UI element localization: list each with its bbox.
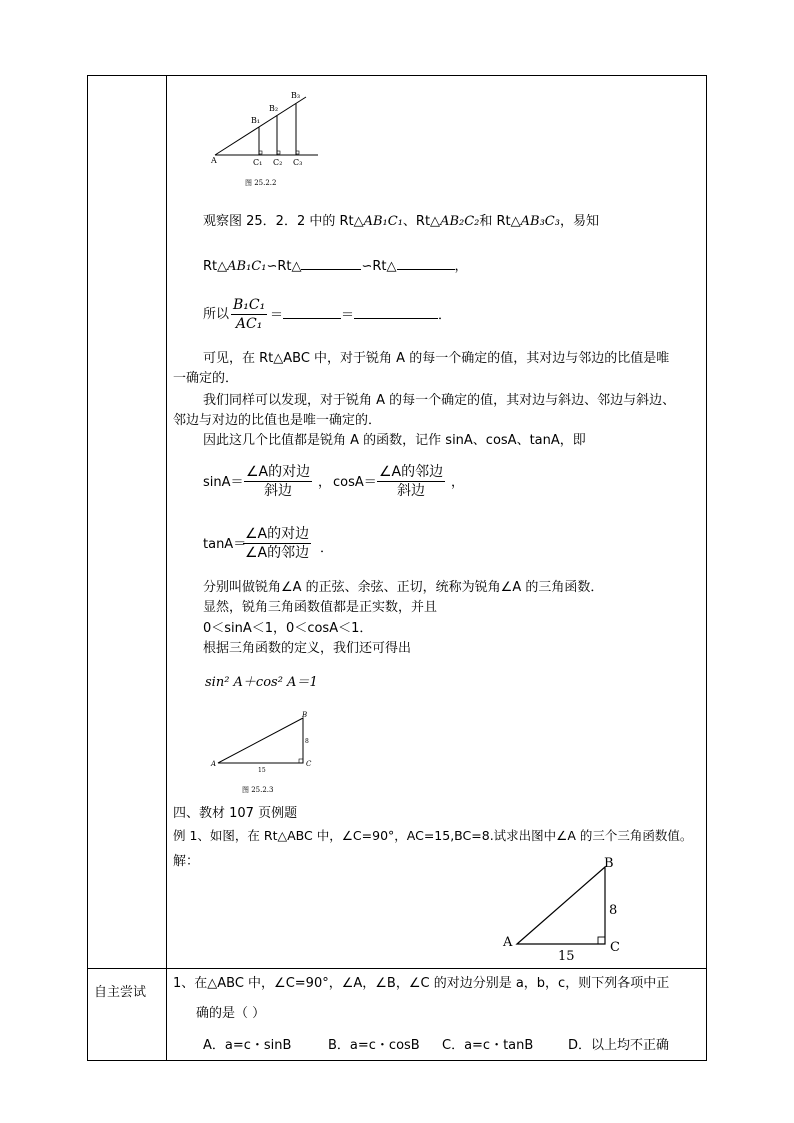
ratio-rest: ＝ ＝ ． [270, 308, 452, 323]
fig3-label-ac: 15 [558, 949, 575, 964]
fig1-label-a: A [211, 156, 217, 165]
fig1-label-b2: B₂ [269, 104, 279, 113]
option-a[interactable]: A．a=c・sinB [203, 1038, 292, 1053]
blank-1[interactable] [301, 257, 361, 270]
paragraph-1-line-1: 可见，在 Rt△ABC 中，对于锐角 A 的每一个确定的值，其对边与邻边的比值是唯 [203, 351, 670, 366]
fig1-label-c2: C₂ [273, 158, 283, 167]
sin-fraction: ∠A的对边 斜边 [246, 464, 311, 499]
column-divider [166, 76, 167, 1060]
paragraph-3: 因此这几个比值都是锐角 A 的函数，记作 sinA、cosA、tanA，即 [203, 433, 586, 448]
fig2-label-b: B [302, 711, 308, 719]
paragraph-6: 0＜sinA＜1，0＜cosA＜1． [203, 621, 373, 636]
fig2-right-angle [299, 759, 303, 763]
cos-sep: ， [451, 475, 465, 490]
fig3-label-bc: 8 [609, 903, 618, 918]
similarity-line: Rt△AB₁C₁∽Rt△ ∽Rt△ ， [203, 259, 468, 274]
fig3-label-c: C [610, 940, 620, 955]
solution-label: 解： [173, 854, 200, 869]
blank-3[interactable] [283, 306, 341, 319]
sin-sep: ， [318, 475, 332, 490]
fig1-caption: 图 25.2.2 [245, 179, 277, 187]
fig2-label-a: A [211, 760, 217, 768]
observe-line: 观察图 25．2．2 中的 Rt△AB₁C₁、Rt△AB₂C₂和 Rt△AB₃C₃，易知 [203, 214, 599, 229]
tan-fraction: ∠A的对边 ∠A的邻边 [245, 526, 310, 561]
fig2-label-bc: 8 [305, 738, 309, 745]
cos-fraction: ∠A的邻边 斜边 [379, 464, 444, 499]
paragraph-7: 根据三角函数的定义，我们还可得出 [203, 641, 412, 656]
fig1-label-c3: C₃ [293, 158, 303, 167]
fig3-label-b: B [604, 856, 614, 871]
fig1-label-b3: B₃ [291, 91, 301, 100]
fig2-caption: 图 25.2.3 [242, 786, 274, 794]
row-divider [88, 968, 706, 969]
row-label-self-try: 自主尝试 [94, 985, 147, 1000]
blank-4[interactable] [354, 306, 438, 319]
figure-25-2-2 [205, 85, 330, 190]
cos-lhs: cosA＝ [333, 475, 377, 490]
fig3-triangle [517, 867, 605, 944]
paragraph-1-line-2: 一确定的． [173, 371, 239, 386]
figure-25-2-3 [206, 708, 321, 798]
paragraph-5: 显然，锐角三角函数值都是正实数，并且 [203, 600, 438, 615]
fig3-label-a: A [503, 935, 513, 950]
example-1: 例 1、如图，在 Rt△ABC 中，∠C=90°，AC=15,BC=8.试求出图中∠A 的三个三角函数值。 [173, 828, 693, 843]
paragraph-2-line-1: 我们同样可以发现，对于锐角 A 的每一个确定的值，其对边与斜边、邻边与斜边、 [203, 393, 676, 408]
sin-lhs: sinA＝ [203, 475, 244, 490]
question-1-line-2: 确的是（ ） [196, 1006, 266, 1021]
example-triangle-figure [500, 852, 630, 967]
tan-end: ． [320, 541, 334, 556]
paragraph-2-line-2: 邻边与对边的比值也是唯一确定的． [173, 413, 382, 428]
fig2-triangle [218, 718, 303, 763]
ratio-fraction: $\frac{\text{B₁C₁}}{\text{AC₁}}$ [233, 297, 266, 332]
paragraph-4: 分别叫做锐角∠A 的正弦、余弦、正切，统称为锐角∠A 的三角函数． [203, 580, 604, 595]
option-b[interactable]: B．a=c・cosB [328, 1038, 420, 1053]
ratio-prefix: 所以 [203, 307, 230, 322]
option-d[interactable]: D．以上均不正确 [568, 1038, 670, 1053]
section-4-heading: 四、教材 107 页例题 [173, 806, 298, 821]
option-c[interactable]: C．a=c・tanB [442, 1038, 534, 1053]
fig1-label-b1: B₁ [251, 116, 261, 125]
blank-2[interactable] [397, 257, 455, 270]
fig2-label-ac: 15 [258, 767, 266, 774]
fig3-right-angle [598, 937, 605, 944]
question-1-line-1: 1、在△ABC 中，∠C=90°，∠A，∠B，∠C 的对边分别是 a，b，c，则下列各项中正 [173, 976, 670, 991]
tan-lhs: tanA＝ [203, 537, 247, 552]
fig1-label-c1: C₁ [253, 158, 263, 167]
fig1-hypotenuse [215, 97, 306, 155]
identity-formula: sin² A＋cos² A＝1 [205, 675, 318, 690]
fig2-label-c: C [306, 760, 312, 768]
